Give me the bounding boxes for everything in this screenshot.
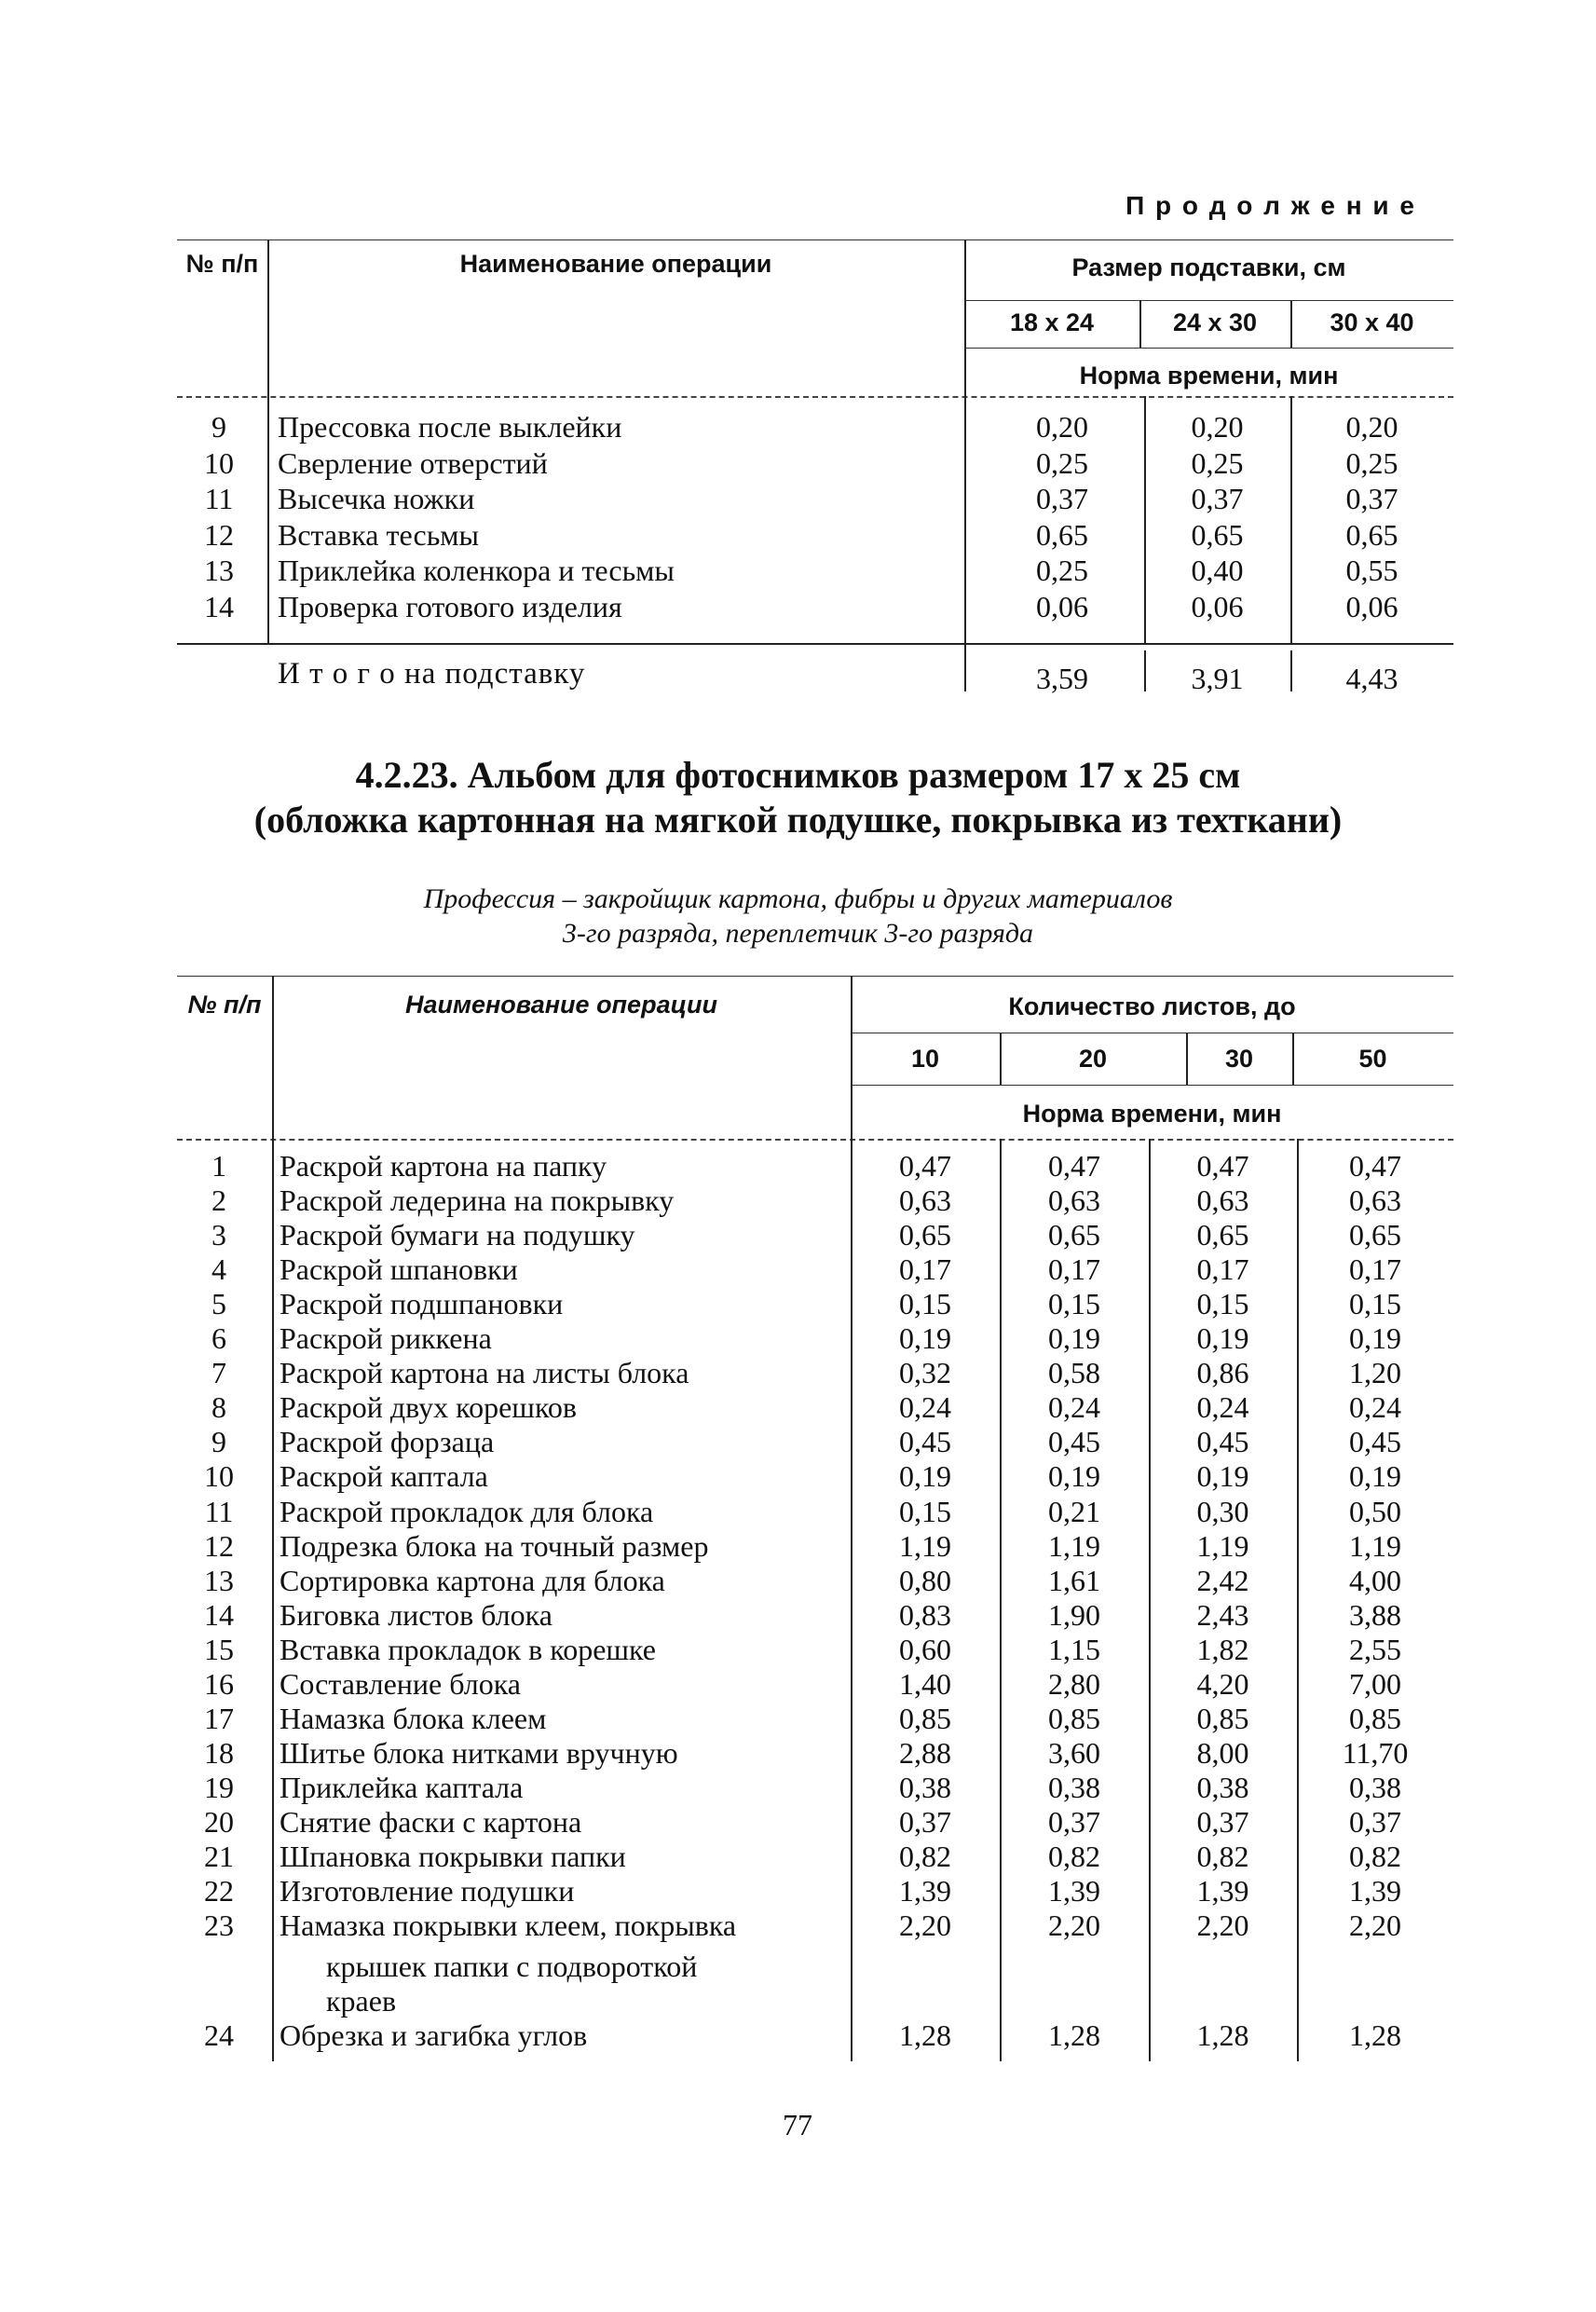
table-1-total-label: И т о г о на подставку <box>278 657 586 691</box>
profession-line-1: Профессия – закройщик картона, фибры и других материалов <box>423 883 1173 914</box>
table-1-row-name: Вставка тесьмы <box>278 517 480 552</box>
table-2-row-number: 12 <box>204 1528 234 1563</box>
table-2-row-value: 0,85 <box>1349 1701 1401 1735</box>
table-1-row-value: 0,20 <box>1036 410 1088 444</box>
table-2-row-number: 21 <box>204 1840 234 1873</box>
table-2-row-number: 14 <box>204 1597 234 1632</box>
table-2-row-value: 2,43 <box>1196 1597 1249 1632</box>
table-2-row-name: Раскрой шпановки <box>280 1252 518 1287</box>
table-2-row-name: Намазка блока клеем <box>280 1701 547 1735</box>
table-2-row-value: 0,15 <box>1048 1287 1100 1321</box>
table-2-row-value: 1,19 <box>899 1528 951 1563</box>
table-2-row-value: 0,47 <box>1349 1149 1401 1183</box>
table-2-row-value: 1,39 <box>1349 1874 1401 1908</box>
table-2-row-name: Снятие фаски с картона <box>280 1804 582 1839</box>
table-2-row-value: 0,47 <box>1196 1149 1249 1183</box>
table-2-header-group: Количество листов, до <box>1008 992 1296 1020</box>
table-1-row-value: 0,65 <box>1345 517 1398 552</box>
table-1-row-value: 0,20 <box>1345 410 1398 444</box>
table-2-row-value: 0,63 <box>1048 1183 1100 1218</box>
table-1-row-number: 11 <box>204 482 234 515</box>
table-2-row-value: 7,00 <box>1349 1666 1401 1701</box>
table-2-row-number: 22 <box>204 1874 234 1908</box>
table-2-row-value: 1,19 <box>1196 1528 1249 1563</box>
table-2-row-name: Раскрой каптала <box>280 1459 488 1494</box>
table-2-row-value: 0,24 <box>1048 1390 1100 1425</box>
table-2-row-number: 19 <box>204 1770 234 1804</box>
table-2-row-number: 17 <box>204 1701 234 1735</box>
table-1-row-value: 0,25 <box>1345 445 1398 480</box>
table-2-row-value: 0,45 <box>1196 1425 1249 1459</box>
table-2-row-value: 0,85 <box>1048 1701 1100 1735</box>
table-2-row-value: 1,39 <box>1048 1874 1100 1908</box>
table-1-row-value: 0,25 <box>1036 445 1088 480</box>
table-2-row-name: Шпановка покрывки папки <box>280 1840 626 1873</box>
table-2-row-value: 0,65 <box>1349 1218 1401 1252</box>
table-2-row-value: 4,00 <box>1349 1563 1401 1597</box>
table-2-row-number: 2 <box>211 1183 226 1218</box>
table-2-row-value: 0,82 <box>899 1840 951 1873</box>
page-number: 77 <box>783 2108 812 2141</box>
table-2-row-number: 13 <box>204 1563 234 1597</box>
table-2-row-value: 1,20 <box>1349 1356 1401 1390</box>
table-1-row-value: 0,55 <box>1345 554 1398 587</box>
table-2-row-value: 0,24 <box>1196 1390 1249 1425</box>
table-2-row-value: 2,88 <box>899 1735 951 1770</box>
table-1-row-value: 0,06 <box>1036 589 1088 623</box>
table-2-row-value: 2,80 <box>1048 1666 1100 1701</box>
table-2-row-value: 0,85 <box>899 1701 951 1735</box>
table-2-row-value: 0,85 <box>1196 1701 1249 1735</box>
table-2-row-name: Обрезка и загибка углов <box>280 2018 588 2052</box>
table-2-row-value: 0,82 <box>1196 1840 1249 1873</box>
table-2-row-value: 0,45 <box>1048 1425 1100 1459</box>
table-2-row-value: 0,58 <box>1048 1356 1100 1390</box>
table-2-row-number: 8 <box>211 1390 226 1425</box>
table-2-row-value: 0,17 <box>1349 1252 1401 1287</box>
table-2-row-value: 0,37 <box>899 1804 951 1839</box>
table-2-row-value: 0,19 <box>899 1459 951 1494</box>
table-2-row-name: Раскрой двух корешков <box>280 1390 577 1425</box>
table-1-header-name: Наименование операции <box>459 250 772 278</box>
table-2-row-value: 0,38 <box>1196 1770 1249 1804</box>
table-2-count-3: 30 <box>1224 1045 1254 1073</box>
table-2-row-name: Раскрой подшпановки <box>280 1287 564 1321</box>
table-2-row-value: 1,40 <box>899 1666 951 1701</box>
table-2-row-name: Изготовление подушки <box>280 1874 575 1908</box>
table-2-row-name: Раскрой риккена <box>280 1321 492 1356</box>
table-2-row-number: 24 <box>204 2018 234 2052</box>
table-2-row-number: 6 <box>211 1321 226 1356</box>
table-2-row-value: 2,55 <box>1349 1632 1401 1666</box>
table-2-row-value: 8,00 <box>1196 1735 1249 1770</box>
table-2-row-23-continuation-2: краев <box>326 1984 397 2018</box>
table-1-row-value: 0,65 <box>1191 517 1244 552</box>
profession-line-2: 3-го разряда, переплетчик 3-го разряда <box>562 918 1034 949</box>
table-1-row-name: Проверка готового изделия <box>278 589 622 623</box>
table-2-row-name: Составление блока <box>280 1666 521 1701</box>
table-2-row-value: 0,37 <box>1196 1804 1249 1839</box>
table-1-row-number: 12 <box>204 517 234 552</box>
table-2-row-value: 1,28 <box>1196 2018 1249 2052</box>
table-2-row-value: 0,15 <box>899 1494 951 1528</box>
section-title <box>93 753 1503 842</box>
table-2-row-value: 0,19 <box>1196 1321 1249 1356</box>
table-2-row-number: 16 <box>204 1666 234 1701</box>
table-2-row-value: 0,50 <box>1349 1494 1401 1528</box>
table-2-row-value: 0,19 <box>1349 1459 1401 1494</box>
table-2-row-value: 0,15 <box>899 1287 951 1321</box>
section-title-line-2: (обложка картонная на мягкой подушке, покрывка из техткани) <box>253 799 1343 841</box>
table-1-row-value: 0,37 <box>1036 482 1088 515</box>
table-2-row-value: 0,45 <box>1349 1425 1401 1459</box>
table-2-row-value: 0,19 <box>1048 1459 1100 1494</box>
table-2-row-value: 4,20 <box>1196 1666 1249 1701</box>
table-2-row-value: 2,20 <box>1048 1908 1100 1943</box>
table-2-row-name: Шитье блока нитками вручную <box>280 1735 678 1770</box>
table-2-row-value: 1,39 <box>1196 1874 1249 1908</box>
table-1-row-value: 0,25 <box>1191 445 1244 480</box>
table-1-row-value: 0,40 <box>1191 554 1244 587</box>
table-2-row-value: 1,28 <box>899 2018 951 2052</box>
table-1-row-number: 13 <box>204 554 234 587</box>
table-2-row-value: 1,19 <box>1349 1528 1401 1563</box>
table-1-total-1: 3,59 <box>1036 662 1088 695</box>
table-2-row-value: 0,80 <box>899 1563 951 1597</box>
table-2-row-name: Раскрой форзаца <box>280 1425 495 1459</box>
table-1-size-3: 30 х 40 <box>1330 308 1414 336</box>
table-2-row-value: 0,47 <box>899 1149 951 1183</box>
table-2-row-value: 2,20 <box>1196 1908 1249 1943</box>
table-2-row-value: 0,63 <box>899 1183 951 1218</box>
table-2-row-23-continuation-1: крышек папки с подвороткой <box>326 1949 698 1983</box>
table-2-row-value: 1,28 <box>1048 2018 1100 2052</box>
table-2-row-number: 11 <box>204 1494 234 1528</box>
table-1-row-number: 14 <box>204 589 234 623</box>
table-1-row-value: 0,06 <box>1345 589 1398 623</box>
table-2-row-value: 0,19 <box>899 1321 951 1356</box>
table-2-row-value: 0,37 <box>1048 1804 1100 1839</box>
table-2-row-name: Подрезка блока на точный размер <box>280 1528 709 1563</box>
table-2-row-value: 0,82 <box>1349 1840 1401 1873</box>
table-2-row-value: 0,32 <box>899 1356 951 1390</box>
table-2-row-value: 0,15 <box>1349 1287 1401 1321</box>
table-2-row-number: 7 <box>211 1356 226 1390</box>
table-2-row-value: 0,15 <box>1196 1287 1249 1321</box>
table-2-row-value: 0,17 <box>1196 1252 1249 1287</box>
table-2-row-value: 0,24 <box>1349 1390 1401 1425</box>
table-1-row-value: 0,20 <box>1191 410 1244 444</box>
table-1-row-name: Приклейка коленкора и тесьмы <box>278 554 675 587</box>
table-2-row-name: Сортировка картона для блока <box>280 1563 665 1597</box>
table-2-row-value: 0,63 <box>1349 1183 1401 1218</box>
section-title-line-1: 4.2.23. Альбом для фотоснимков размером 17 х 25 см <box>355 754 1241 796</box>
table-1-size-2: 24 х 30 <box>1172 308 1258 336</box>
table-2-header-name: Наименование операции <box>404 991 718 1019</box>
table-1-row-value: 0,37 <box>1191 482 1244 515</box>
table-1-header-no: № п/п <box>185 250 259 278</box>
table-2-row-number: 9 <box>211 1425 226 1459</box>
table-2-row-value: 0,82 <box>1048 1840 1100 1873</box>
table-2-count-1: 10 <box>910 1045 940 1073</box>
table-2-row-number: 10 <box>204 1459 234 1494</box>
table-2-row-value: 1,15 <box>1048 1632 1100 1666</box>
table-2-row-value: 1,82 <box>1196 1632 1249 1666</box>
table-2-row-number: 3 <box>211 1218 226 1252</box>
table-2-row-name: Биговка листов блока <box>280 1597 552 1632</box>
table-2-row-value: 0,63 <box>1196 1183 1249 1218</box>
table-2-row-value: 0,19 <box>1349 1321 1401 1356</box>
table-2-row-value: 0,30 <box>1196 1494 1249 1528</box>
table-2-row-number: 20 <box>204 1804 234 1839</box>
table-1-total-3: 4,43 <box>1345 662 1398 695</box>
table-2-row-value: 2,20 <box>899 1908 951 1943</box>
table-1-row-name: Высечка ножки <box>278 482 475 515</box>
continuation-label: П р о д о л ж е н и е <box>1125 191 1416 220</box>
table-2-row-name: Раскрой прокладок для блока <box>280 1494 654 1528</box>
table-2-row-number: 5 <box>211 1287 226 1321</box>
table-2-row-value: 1,19 <box>1048 1528 1100 1563</box>
table-2-row-name: Раскрой картона на папку <box>280 1149 607 1183</box>
table-2-row-value: 2,42 <box>1196 1563 1249 1597</box>
table-2-row-value: 11,70 <box>1342 1735 1409 1770</box>
table-2-row-value: 0,60 <box>899 1632 951 1666</box>
table-2-row-value: 3,88 <box>1349 1597 1401 1632</box>
table-2-row-value: 1,39 <box>899 1874 951 1908</box>
table-1-row-number: 9 <box>211 410 226 444</box>
table-2-row-value: 0,45 <box>899 1425 951 1459</box>
table-2-row-value: 3,60 <box>1048 1735 1100 1770</box>
table-1-total-2: 3,91 <box>1191 662 1244 695</box>
table-2-row-value: 0,19 <box>1196 1459 1249 1494</box>
table-1-row-value: 0,25 <box>1036 554 1088 587</box>
table-2-row-value: 0,17 <box>899 1252 951 1287</box>
table-1-row-value: 0,65 <box>1036 517 1088 552</box>
table-2-count-4: 50 <box>1358 1045 1387 1073</box>
table-1-row-name: Сверление отверстий <box>278 445 548 480</box>
table-2-row-value: 0,86 <box>1196 1356 1249 1390</box>
table-2-row-number: 18 <box>204 1735 234 1770</box>
table-2-row-number: 1 <box>211 1149 226 1183</box>
table-2-row-value: 0,65 <box>1196 1218 1249 1252</box>
table-2-row-value: 0,83 <box>899 1597 951 1632</box>
table-2-row-name: Вставка прокладок в корешке <box>280 1632 656 1666</box>
table-2-row-value: 1,28 <box>1349 2018 1401 2052</box>
table-2-row-value: 0,38 <box>1048 1770 1100 1804</box>
table-1-row-name: Прессовка после выклейки <box>278 410 622 444</box>
table-1-row-value: 0,37 <box>1345 482 1398 515</box>
table-2-row-number: 23 <box>204 1908 234 1943</box>
table-2-row-value: 0,65 <box>899 1218 951 1252</box>
table-2-count-2: 20 <box>1078 1045 1108 1073</box>
table-2-row-value: 0,38 <box>899 1770 951 1804</box>
table-2-row-value: 2,20 <box>1349 1908 1401 1943</box>
table-2-row-value: 1,90 <box>1048 1597 1100 1632</box>
table-2-row-value: 0,38 <box>1349 1770 1401 1804</box>
table-2-row-name: Намазка покрывки клеем, покрывка <box>280 1908 737 1943</box>
table-2-row-value: 0,24 <box>899 1390 951 1425</box>
table-1-row-value: 0,06 <box>1191 589 1244 623</box>
table-2-row-name: Раскрой ледерина на покрывку <box>280 1183 675 1218</box>
profession-note <box>93 882 1503 951</box>
table-2-row-number: 4 <box>211 1252 226 1287</box>
table-2-row-value: 0,19 <box>1048 1321 1100 1356</box>
table-2-row-name: Приклейка каптала <box>280 1770 524 1804</box>
table-2-row-value: 1,61 <box>1048 1563 1100 1597</box>
table-2-row-name: Раскрой бумаги на подушку <box>280 1218 635 1252</box>
table-2-row-value: 0,47 <box>1048 1149 1100 1183</box>
table-2-norm-header: Норма времени, мин <box>1022 1100 1282 1128</box>
table-1-size-1: 18 х 24 <box>1009 308 1095 336</box>
table-2-row-value: 0,37 <box>1349 1804 1401 1839</box>
table-2-row-value: 0,21 <box>1048 1494 1100 1528</box>
table-2-row-value: 0,17 <box>1048 1252 1100 1287</box>
table-1-header-group: Размер подставки, см <box>1071 253 1346 281</box>
table-2-row-value: 0,65 <box>1048 1218 1100 1252</box>
table-2-row-name: Раскрой картона на листы блока <box>280 1356 689 1390</box>
table-1-norm-header: Норма времени, мин <box>1079 362 1339 390</box>
table-2-header-no: № п/п <box>187 991 262 1019</box>
table-2-row-number: 15 <box>204 1632 234 1666</box>
table-1-row-number: 10 <box>204 445 234 480</box>
